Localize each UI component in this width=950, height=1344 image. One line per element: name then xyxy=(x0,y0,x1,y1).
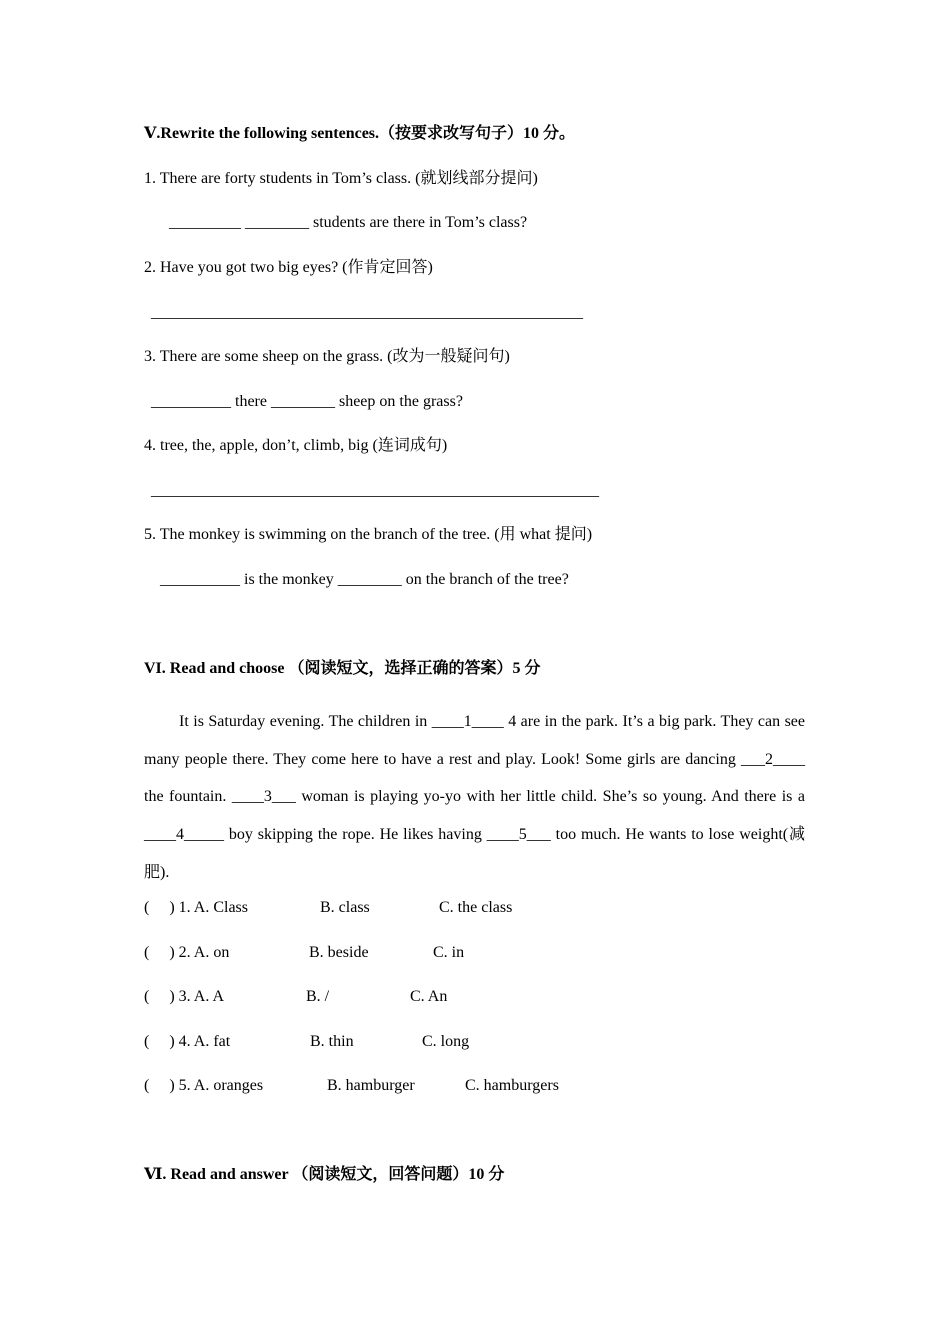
choice-3-option-c: C. An xyxy=(410,988,448,1005)
section-6-heading: VI. Read and choose （阅读短文，选择正确的答案）5 分 xyxy=(144,660,541,677)
section-5-heading: Ⅴ.Rewrite the following sentences.（按要求改写句子）10 分。 xyxy=(144,125,576,142)
choice-5-option-c: C. hamburgers xyxy=(465,1077,559,1094)
choice-3-option-b: B. / xyxy=(306,988,330,1005)
choice-5-stem: ( ) 5. A. oranges xyxy=(144,1077,264,1094)
choice-1-option-c: C. the class xyxy=(439,899,513,916)
reading-passage: It is Saturday evening. The children in ____1____ 4 are in the park. It’s a big park. They can see many people there. They come here to have a rest and play. Look! Some girls are dancing ___2____ the fountain. ____3___ woman is playing yo-yo with her little child. She’s so young. And there is a ____4_____ boy skipping the rope. He likes having ____5___ too much. He wants to lose weight(减肥). xyxy=(144,713,809,881)
choice-2-stem: ( ) 2. A. on xyxy=(144,944,230,961)
choice-1-option-b: B. class xyxy=(320,899,370,916)
question-5: 5. The monkey is swimming on the branch of the tree. (用 what 提问) xyxy=(144,526,593,543)
question-2: 2. Have you got two big eyes? (作肯定回答) xyxy=(144,259,433,276)
answer-2-blank: ______________________________________________________ xyxy=(151,304,583,321)
answer-4-blank: ________________________________________________________ xyxy=(151,482,599,499)
choice-4-option-b: B. thin xyxy=(310,1033,354,1050)
section-7-heading: Ⅵ. Read and answer （阅读短文，回答问题）10 分 xyxy=(144,1166,505,1183)
question-1: 1. There are forty students in Tom’s class. (就划线部分提问) xyxy=(144,170,538,187)
question-4: 4. tree, the, apple, don’t, climb, big (连词成句) xyxy=(144,437,448,454)
choice-3-stem: ( ) 3. A. A xyxy=(144,988,224,1005)
answer-3-blank: __________ there ________ sheep on the grass? xyxy=(151,393,463,410)
choice-2-option-c: C. in xyxy=(433,944,465,961)
choice-4-stem: ( ) 4. A. fat xyxy=(144,1033,231,1050)
choice-5-option-b: B. hamburger xyxy=(327,1077,415,1094)
choice-1-stem: ( ) 1. A. Class xyxy=(144,899,248,916)
answer-5-blank: __________ is the monkey ________ on the branch of the tree? xyxy=(160,571,569,588)
question-3: 3. There are some sheep on the grass. (改为一般疑问句) xyxy=(144,348,510,365)
answer-1-blank: _________ ________ students are there in Tom’s class? xyxy=(169,214,528,231)
choice-2-option-b: B. beside xyxy=(309,944,369,961)
choice-4-option-c: C. long xyxy=(422,1033,470,1050)
